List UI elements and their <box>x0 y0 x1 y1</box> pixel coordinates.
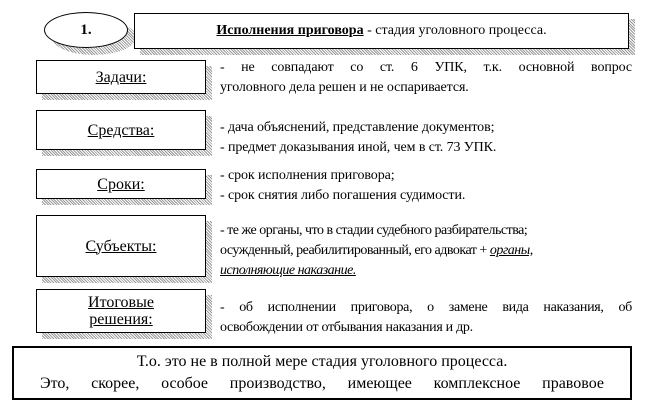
text-line-part: осужденный, реабилитированный, его адвокат + <box>220 243 490 258</box>
text-line <box>220 241 632 261</box>
label-final-decisions-1: Итоговые <box>88 294 154 311</box>
title-rest: - стадия уголовного процесса. <box>363 23 547 38</box>
label-box-terms <box>36 169 206 199</box>
text-line: - срок снятия либо погашения судимости. <box>220 188 466 203</box>
italic-executing: исполняющие наказание. <box>220 263 356 278</box>
section-number <box>44 12 128 48</box>
conclusion-line-1: Т.о. это не в полной мере стадия уголовного процесса. <box>136 353 508 370</box>
text-final-decisions <box>220 298 632 338</box>
section-number-text: 1. <box>80 21 92 38</box>
title-box <box>134 13 629 49</box>
text-line: освобождении от отбывания наказания и др. <box>220 320 473 335</box>
conclusion-box <box>12 346 632 400</box>
label-means: Средства: <box>87 121 155 139</box>
text-line: - те же органы, что в стадии судебного разбирательства; <box>220 223 528 238</box>
text-line: - об исполнении приговора, о замене вида наказания, об <box>220 300 632 315</box>
label-terms: Сроки: <box>97 175 145 193</box>
title-text <box>216 23 546 39</box>
text-line: - не совпадают со ст. 6 УПК, т.к. основной вопрос <box>220 60 632 75</box>
label-box-tasks <box>36 60 206 94</box>
text-terms <box>220 166 632 206</box>
conclusion-line-2: Это, скорее, особое производство, имеющее комплексное правовое <box>40 375 604 392</box>
label-box-subjects <box>36 215 206 277</box>
text-line <box>220 261 632 281</box>
text-subjects <box>220 221 632 281</box>
text-tasks <box>220 58 632 98</box>
text-line: - предмет доказывания иной, чем в ст. 73 УПК. <box>220 140 497 155</box>
text-means <box>220 118 632 158</box>
text-line: - срок исполнения приговора; <box>220 168 395 183</box>
label-subjects: Субъекты: <box>85 237 157 255</box>
label-final-decisions-2: решения: <box>89 311 153 328</box>
label-tasks: Задачи: <box>95 68 147 86</box>
italic-organs: органы, <box>489 243 533 258</box>
title-bold: Исполнения приговора <box>216 23 364 38</box>
label-box-final-decisions <box>36 289 206 333</box>
label-box-means <box>36 110 206 150</box>
text-line: - дача объяснений, представление документов; <box>220 120 495 135</box>
text-line: уголовного дела решен и не оспаривается. <box>220 80 469 95</box>
